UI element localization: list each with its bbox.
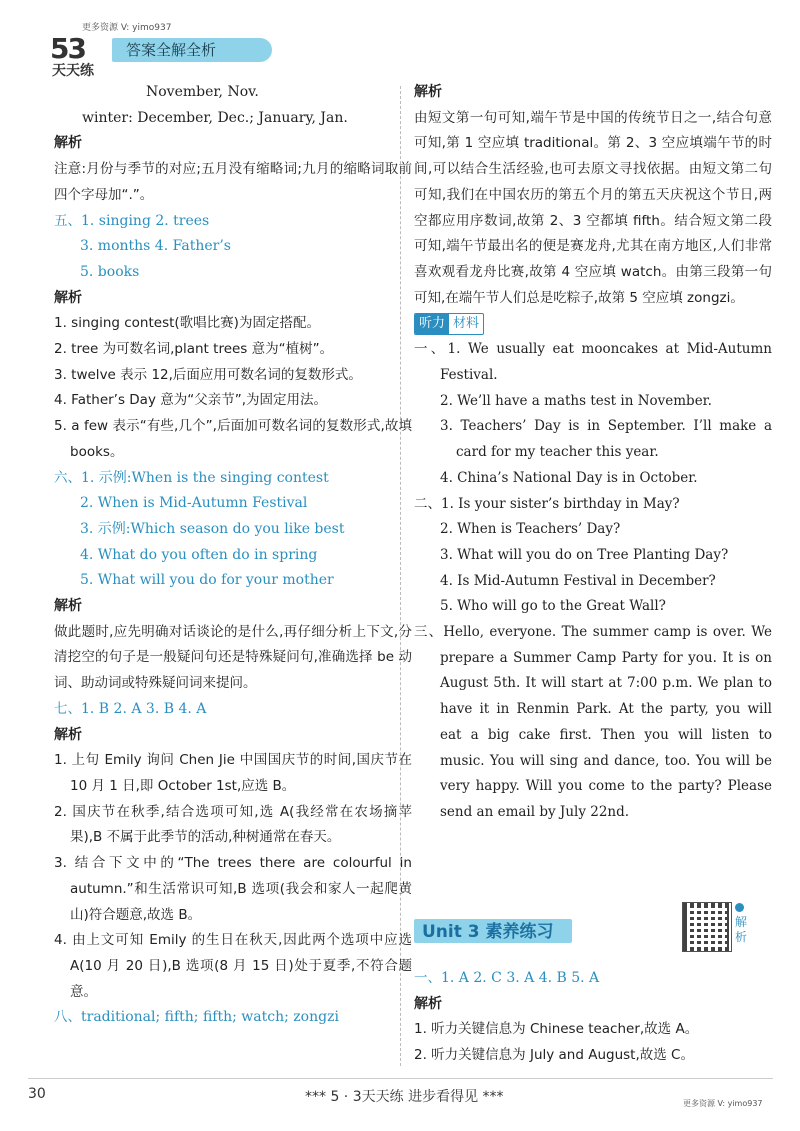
listening-item: 4. China’s National Day is in October.: [440, 469, 698, 486]
section-label: 五、: [54, 212, 81, 229]
section-label: 一、: [414, 970, 441, 986]
footer-slogan: *** 5 · 3天天练 进步看得见 ***: [305, 1089, 504, 1105]
section-six: [54, 466, 412, 492]
analysis-heading: 解析: [54, 135, 82, 152]
unit-title: Unit 3 素养练习: [422, 922, 554, 942]
analysis-text: 注意:月份与季节的对应;五月没有缩略词;九月的缩略词取前四个字母加“.”。: [54, 161, 412, 203]
analysis-item: 5. a few 表示“有些,几个”,后面加可数名词的复数形式,故填 books。: [54, 418, 412, 460]
listening-item: 3. Teachers’ Day is in September. I’ll make a card for my teacher this year.: [440, 418, 772, 461]
analysis-item: 4. 由上文可知 Emily 的生日在秋天,因此两个选项中应选 A(10 月 20 日),B 选项(8 月 15 日)处于夏季,不符合题意。: [54, 932, 412, 1000]
analysis-item: 4. Father’s Day 意为“父亲节”,为固定用法。: [54, 392, 328, 409]
header: [30, 18, 330, 78]
qr-code-icon[interactable]: [682, 902, 732, 952]
section-label: 一、: [414, 341, 448, 358]
analysis-heading: 解析: [54, 289, 82, 306]
analysis-item: 2. 国庆节在秋季,结合选项可知,选 A(我经常在农场摘苹果),B 不属于此季节的活动,种树通常在春天。: [54, 803, 412, 846]
listening-passage: [414, 620, 772, 826]
analysis-item: 3. twelve 表示 12,后面应用可数名词的复数形式。: [54, 366, 362, 383]
answer-line: traditional; fifth; fifth; watch; zongzi: [81, 1009, 339, 1026]
qr-pattern: [687, 907, 727, 947]
listening-text: 1. We usually eat mooncakes at Mid-Autumn Festival.: [440, 341, 772, 384]
footer-rule: [28, 1078, 773, 1079]
analysis-item: 1. 听力关键信息为 Chinese teacher,故选 A。: [414, 1021, 699, 1038]
listening-item: 2. When is Teachers’ Day?: [440, 521, 621, 538]
unit-banner: [414, 913, 574, 945]
logo-main: 53: [50, 32, 85, 65]
analysis-item: 2. 听力关键信息为 July and August,故选 C。: [414, 1047, 694, 1064]
passage-text: Hello, everyone. The summer camp is over. We prepare a Summer Camp Party for you. It is on August 5th. It will start at 7:00 p.m. We plan to have it in Renmin Park. At the party, you will eat a big cake first. Then you will listen to music. You will sing and dance, too. You will be very happy. Will you come to the party? Please send an email by July 22nd.: [440, 624, 773, 820]
section-eight: [54, 1005, 412, 1031]
section-label: 三、: [414, 624, 444, 641]
answer-line: November, Nov.: [146, 84, 259, 100]
analysis-item: 2. tree 为可数名词,plant trees 意为“植树”。: [54, 341, 334, 358]
listening-tag: [414, 313, 484, 335]
analysis-heading: 解析: [54, 726, 82, 743]
unit-answers: [414, 966, 772, 1069]
listening-item: 3. What will you do on Tree Planting Day?: [440, 546, 729, 563]
analysis-item: 3. 结合下文中的“The trees there are colourful in autumn.”和生活常识可知,B 选项(我会和家人一起爬黄山)符合题意,故选 B。: [54, 855, 412, 923]
answer-line: 3. 示例:Which season do you like best: [80, 520, 345, 537]
answer-line: 2. When is Mid-Autumn Festival: [80, 495, 308, 512]
answer-line: 1. B 2. A 3. B 4. A: [81, 700, 207, 717]
answer-line: 5. What will you do for your mother: [80, 572, 334, 589]
answer-line: 1. 示例:When is the singing contest: [81, 469, 329, 486]
section-label: 二、: [414, 495, 441, 512]
analysis-item: 1. 上句 Emily 询问 Chen Jie 中国国庆节的时间,国庆节在 10 月 1 日,即 October 1st,应选 B。: [54, 752, 412, 794]
qr-label: 解析: [735, 915, 748, 944]
header-small-text: 更多资源 V: yimo937: [82, 23, 172, 33]
analysis-heading: 解析: [54, 598, 82, 615]
section-seven: [54, 697, 412, 723]
analysis-heading: 解析: [414, 995, 442, 1012]
logo-sub: 天天练: [52, 63, 94, 79]
tag-listening: 听力: [415, 314, 449, 334]
section-five: [54, 209, 412, 235]
tag-material: 材料: [453, 316, 480, 332]
answer-line: 3. months 4. Father’s: [80, 238, 231, 255]
analysis-text: 由短文第一句可知,端午节是中国的传统节日之一,结合句意可知,第 1 空应填 traditional。第 2、3 空应填端午节的时间,可以结合生活经验,也可去原文寻找依据。由短文第二句可知,我们在中国农历的第五个月的第五天庆祝这个节日,两空都应用序数词,故第 2、3 空都填 fifth。结合短文第二段可知,端午节最出名的便是赛龙舟,尤其在南方地区,人们非常喜欢观看龙舟比赛,故第 4 空应填 watch。由第三段第一句可知,在端午节人们总是吃粽子,故第 5 空应填 zongzi。: [414, 109, 772, 306]
page-number: 30: [28, 1086, 46, 1102]
listening-item: [414, 337, 772, 388]
analysis-heading: 解析: [414, 84, 442, 100]
answer-line: 1. singing 2. trees: [81, 212, 210, 229]
answer-line: 5. books: [80, 263, 140, 280]
listening-item: 2. We’ll have a maths test in November.: [440, 392, 712, 409]
play-icon: [735, 903, 744, 912]
section-label: 八、: [54, 1009, 81, 1026]
listening-item: [414, 492, 772, 518]
left-column: [54, 80, 412, 1031]
footer-small-text: 更多资源 V: yimo937: [683, 1099, 763, 1108]
listening-text: 1. Is your sister’s birthday in May?: [441, 495, 680, 512]
answer-line: [414, 966, 772, 992]
right-column: [414, 80, 772, 826]
answer-line: winter: December, Dec.; January, Jan.: [82, 109, 348, 126]
listening-item: 5. Who will go to the Great Wall?: [440, 598, 666, 615]
analysis-item: 1. singing contest(歌唱比赛)为固定搭配。: [54, 315, 320, 332]
listening-item: 4. Is Mid-Autumn Festival in December?: [440, 572, 716, 589]
answer-text: 1. A 2. C 3. A 4. B 5. A: [441, 970, 600, 986]
analysis-text: 做此题时,应先明确对话谈论的是什么,再仔细分析上下文,分清挖空的句子是一般疑问句还是特殊疑问句,准确选择 be 动词、助动词或特殊疑问词来提问。: [54, 623, 412, 692]
section-label: 六、: [54, 469, 81, 486]
section-label: 七、: [54, 700, 81, 717]
answer-line: 4. What do you often do in spring: [80, 546, 318, 563]
header-tab: 答案全解全析: [112, 38, 272, 62]
